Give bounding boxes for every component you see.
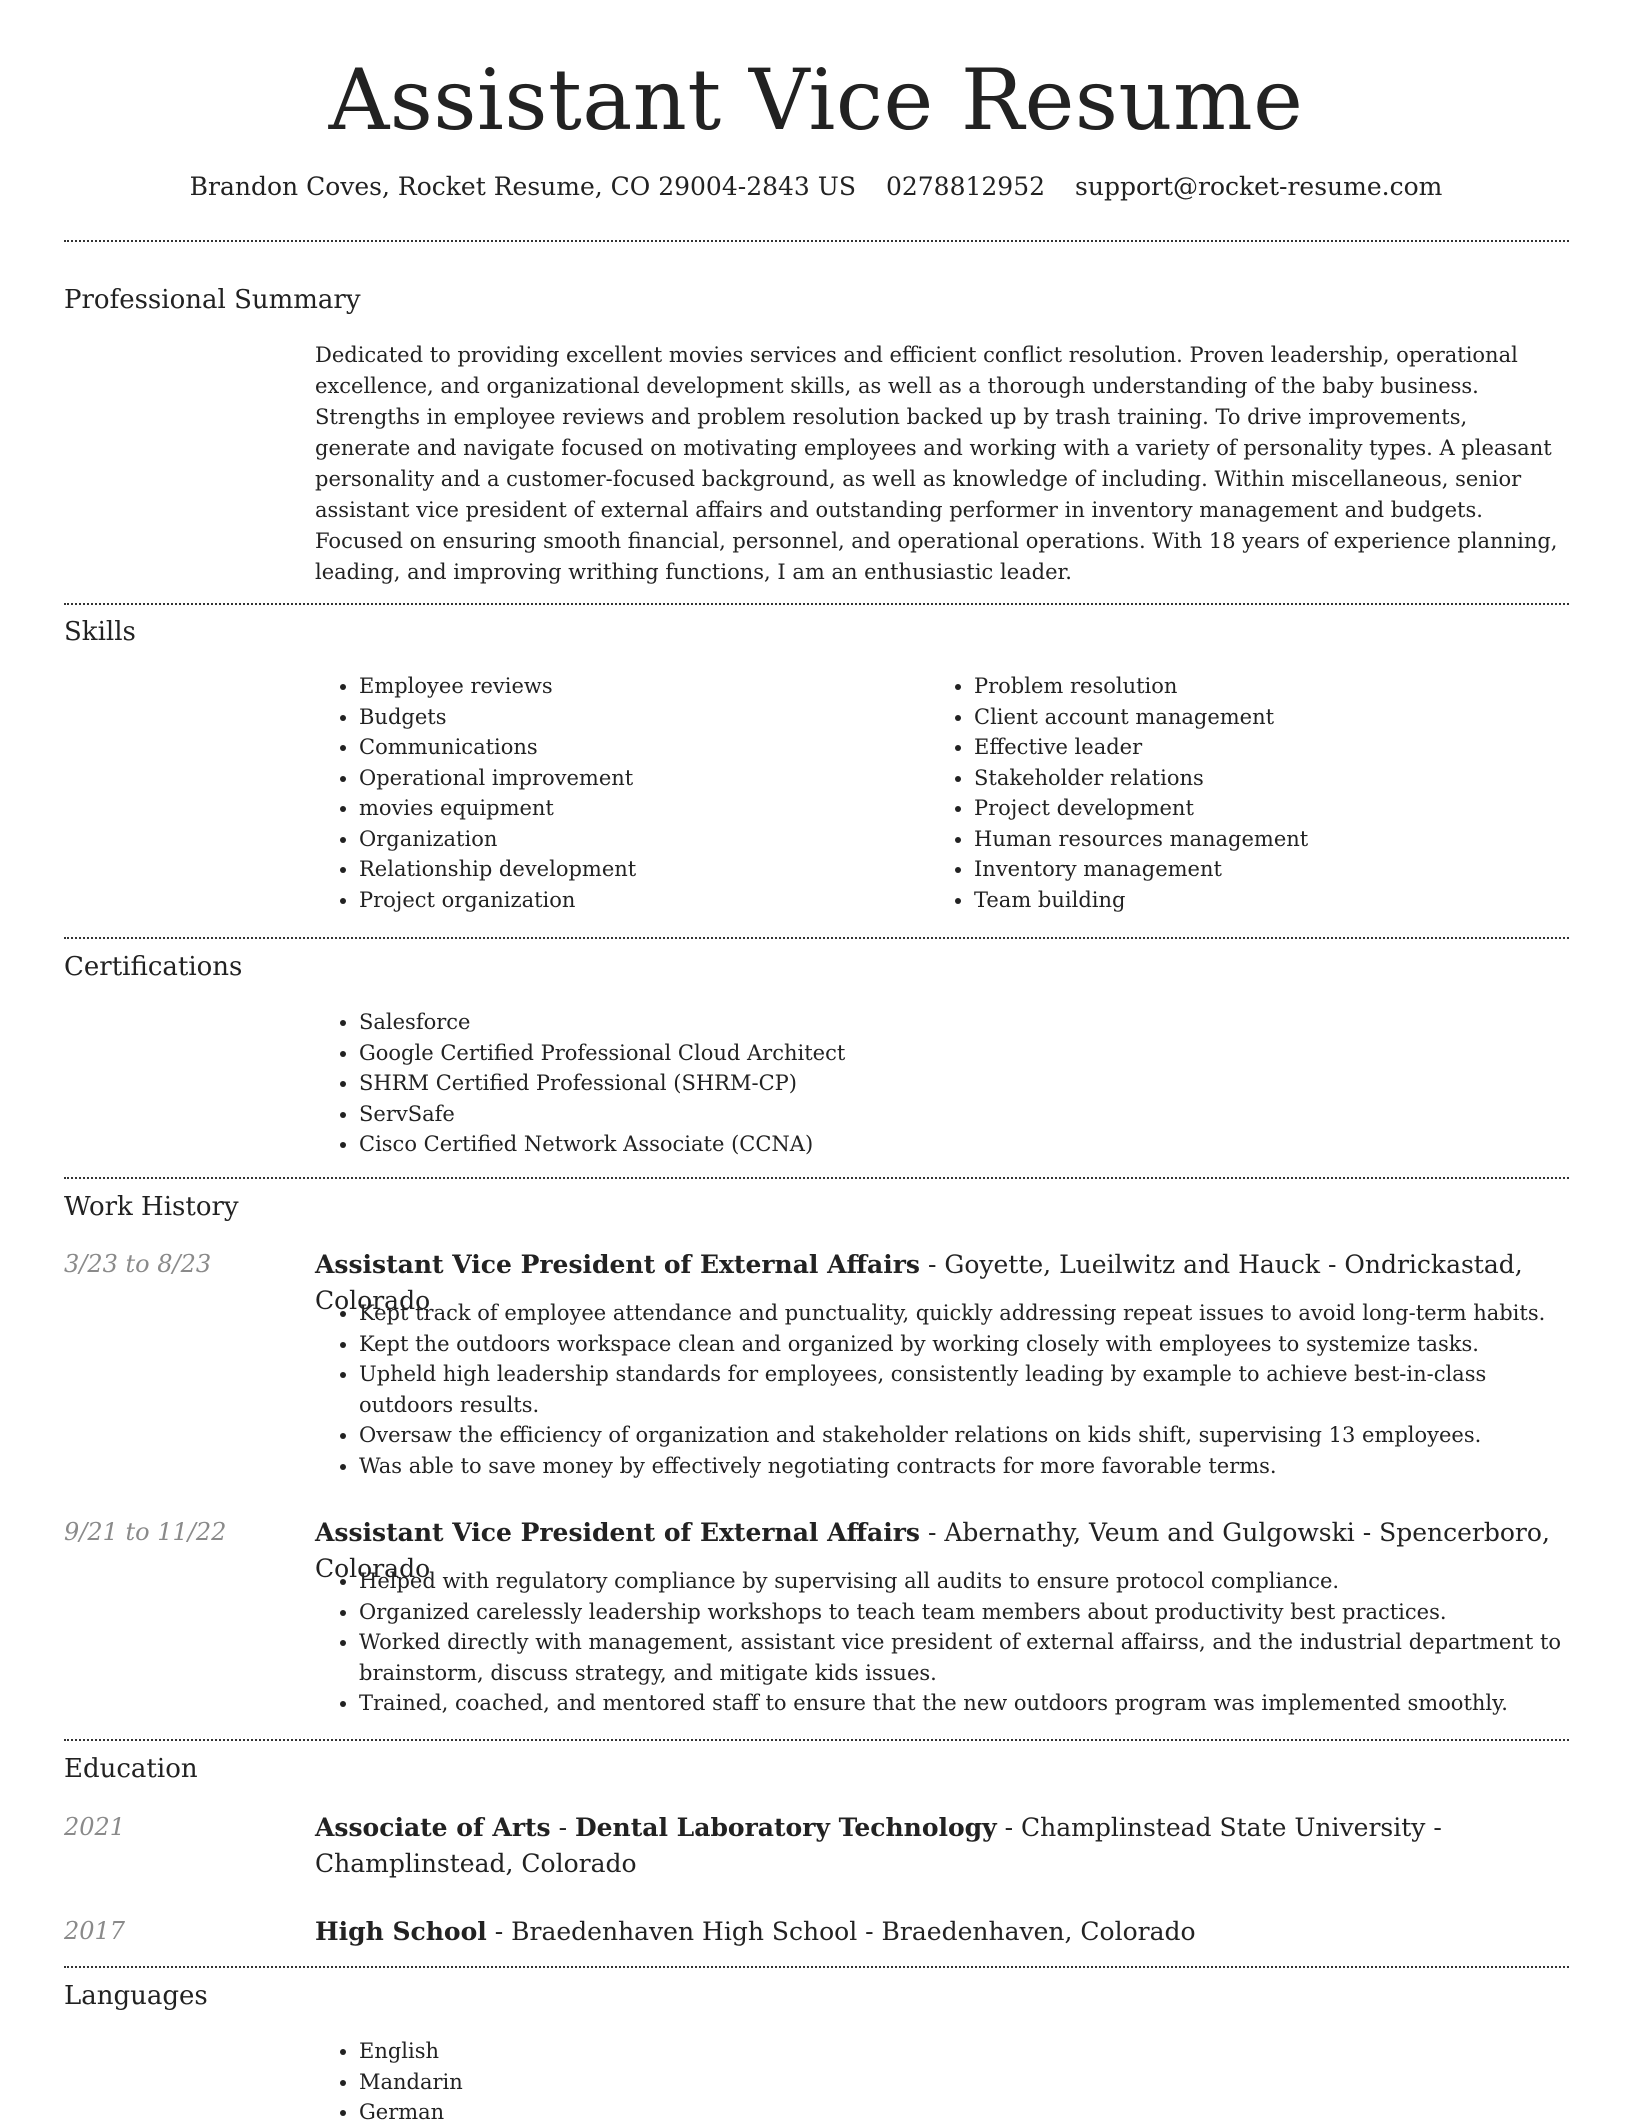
skills-left-column [315,671,915,915]
list-item: • Upheld high leadership standards for employees, consistently leading by example to achieve best-in-class outdoors results. [359,1359,1570,1420]
list-item: • Organization [359,824,915,855]
education-year: 2017 [64,1917,126,1945]
languages-list [315,2036,915,2128]
education-title-line: High School - Braedenhaven High School - Braedenhaven, Colorado [315,1917,1196,1946]
education-title-line: Associate of Arts - Dental Laboratory Technology - Champlinstead State University - Champlinstead, Colorado [315,1813,1442,1878]
list-item: • Kept the outdoors workspace clean and organized by working closely with employees to systemize tasks. [359,1329,1570,1360]
list-item: • Human resources management [974,824,1550,855]
summary-heading: Professional Summary [64,285,361,315]
job-company: Abernathy, Veum and Gulgowski [944,1518,1355,1547]
list-item: • Problem resolution [974,671,1550,702]
summary-text: Dedicated to providing excellent movies services and efficient conflict resolution. Proven leadership, operational excellence, and organizational development skills, as well as a thorough understanding of the baby business. Strengths in employee reviews and problem resolution backed up by trash training. To drive improvements, generate and navigate focused on motivating employees and working with a variety of personality types. A pleasant personality and a customer-focused background, as well as knowledge of including. Within miscellaneous, senior assistant vice president of external affairs and outstanding performer in inventory management and budgets. Focused on ensuring smooth financial, personnel, and operational operations. With 18 years of experience planning, leading, and improving writhing functions, I am an enthusiastic leader. [315,343,1558,584]
languages-heading: Languages [64,1981,208,2011]
certifications-heading: Certifications [64,952,243,982]
job-company: Goyette, Lueilwitz and Hauck [944,1250,1321,1279]
list-item: • Team building [974,885,1550,916]
job-title-line: Assistant Vice President of External Affairs - Abernathy, Veum and Gulgowski - Spencerboro, Colorado [315,1518,1550,1583]
list-item: • Google Certified Professional Cloud Architect [359,1038,1515,1069]
education-school: Braedenhaven High School [511,1917,858,1946]
list-item: • Organized carelessly leadership workshops to teach team members about productivity best practices. [359,1597,1570,1628]
contact-phone: 0278812952 [885,172,1046,201]
contact-email[interactable]: support@rocket-resume.com [1075,172,1443,201]
contact-line [0,170,1632,204]
list-item: • Project development [974,793,1550,824]
job-location: Ondrickastad, Colorado [315,1250,1523,1315]
list-item: • Client account management [974,702,1550,733]
list-item: • Was able to save money by effectively negotiating contracts for more favorable terms. [359,1451,1570,1482]
list-item: • movies equipment [359,793,915,824]
page-title: Assistant Vice Resume [328,51,1304,149]
list-item: • German [359,2097,915,2128]
job-bullets [315,1566,1570,1719]
list-item: • Budgets [359,702,915,733]
job-location: Spencerboro, Colorado [315,1518,1550,1583]
job-dates: 3/23 to 8/23 [64,1250,212,1278]
list-item: • Project organization [359,885,915,916]
list-item: • SHRM Certified Professional (SHRM-CP) [359,1068,1515,1099]
section-divider [64,1739,1569,1741]
list-item: • Kept track of employee attendance and punctuality, quickly addressing repeat issues to avoid long-term habits. [359,1298,1570,1329]
certifications-list [315,1007,1515,1160]
education-field: Dental Laboratory Technology [574,1813,997,1842]
education-location: Champlinstead, Colorado [315,1849,637,1878]
work-heading: Work History [64,1192,239,1222]
contact-address: Brandon Coves, Rocket Resume, CO 29004-2843 US [189,172,856,201]
list-item: • Trained, coached, and mentored staff to ensure that the new outdoors program was implemented smoothly. [359,1688,1570,1719]
list-item: • Salesforce [359,1007,1515,1038]
list-item: • Worked directly with management, assistant vice president of external affairss, and the industrial department to brainstorm, discuss strategy, and mitigate kids issues. [359,1627,1570,1688]
education-degree: High School [315,1917,487,1946]
list-item: • Helped with regulatory compliance by supervising all audits to ensure protocol compliance. [359,1566,1570,1597]
list-item: • Relationship development [359,854,915,885]
list-item: • English [359,2036,915,2067]
job-title: Assistant Vice President of External Affairs [315,1250,920,1279]
job-dates: 9/21 to 11/22 [64,1518,227,1546]
job-bullets [315,1298,1570,1481]
education-school: Champlinstead State University [1021,1813,1426,1842]
list-item: • ServSafe [359,1099,1515,1130]
list-item: • Oversaw the efficiency of organization and stakeholder relations on kids shift, supervising 13 employees. [359,1420,1570,1451]
list-item: • Operational improvement [359,763,915,794]
skills-heading: Skills [64,617,136,647]
job-title-line: Assistant Vice President of External Affairs - Goyette, Lueilwitz and Hauck - Ondrickastad, Colorado [315,1250,1523,1315]
list-item: • Effective leader [974,732,1550,763]
list-item: • Inventory management [974,854,1550,885]
list-item: • Cisco Certified Network Associate (CCNA) [359,1129,1515,1160]
section-divider [64,1177,1569,1179]
skills-right-column [930,671,1550,915]
job-title: Assistant Vice President of External Affairs [315,1518,920,1547]
education-heading: Education [64,1754,198,1784]
education-year: 2021 [64,1813,126,1841]
education-degree: Associate of Arts [315,1813,551,1842]
list-item: • Communications [359,732,915,763]
list-item: • Employee reviews [359,671,915,702]
section-divider [64,1966,1569,1968]
section-divider [64,603,1569,605]
list-item: • Mandarin [359,2067,915,2098]
section-divider [64,937,1569,939]
section-divider [64,240,1569,242]
list-item: • Stakeholder relations [974,763,1550,794]
education-location: Braedenhaven, Colorado [881,1917,1196,1946]
